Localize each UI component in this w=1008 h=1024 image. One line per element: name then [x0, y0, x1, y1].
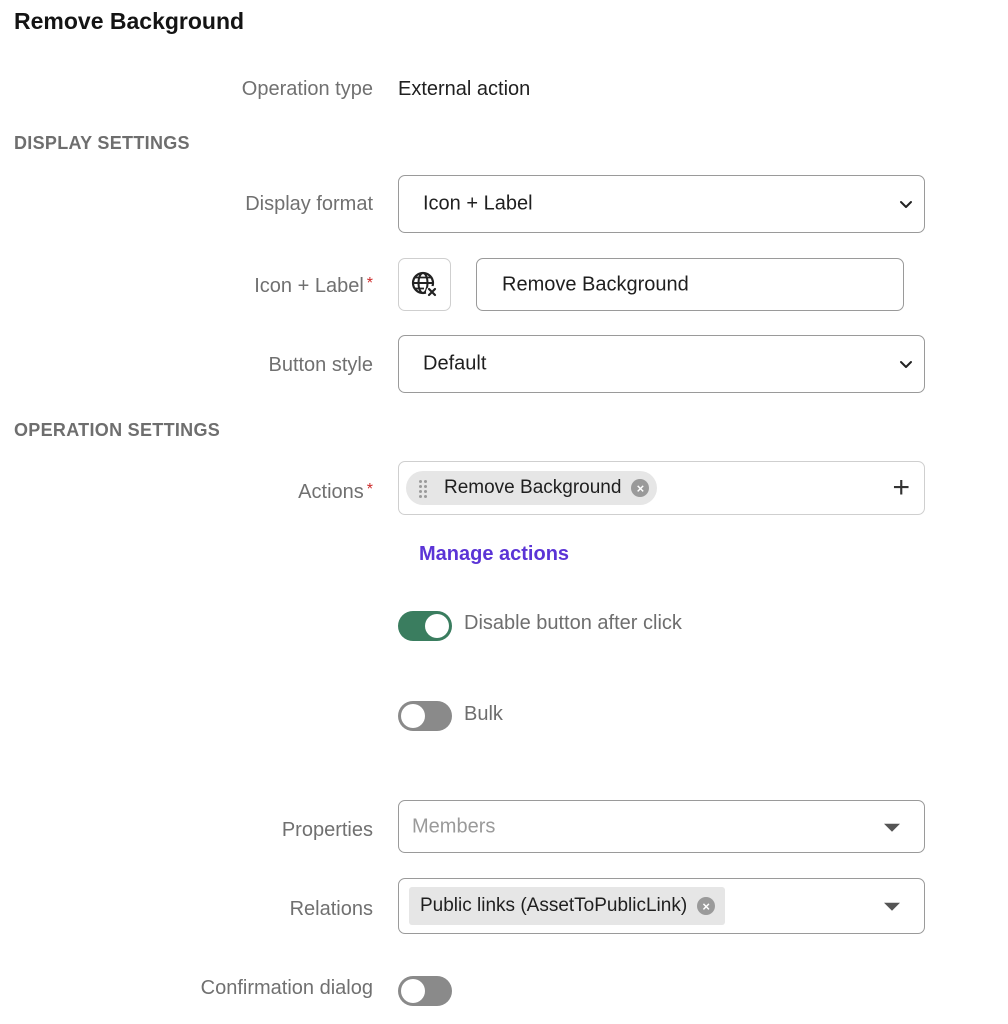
required-marker: *	[366, 481, 373, 498]
actions-field[interactable]	[398, 461, 925, 515]
operation-type-row	[0, 78, 1008, 108]
page-title: Remove Background	[14, 8, 245, 34]
caret-down-icon	[884, 823, 900, 831]
icon-picker-button[interactable]	[398, 258, 451, 311]
properties-row	[0, 800, 1008, 853]
icon-label-label	[254, 275, 373, 298]
properties-select[interactable]	[398, 800, 925, 853]
caret-down-icon	[884, 903, 900, 911]
bulk-toggle[interactable]	[398, 701, 452, 731]
drag-handle-icon[interactable]	[418, 478, 428, 498]
confirmation-dialog-toggle[interactable]	[398, 976, 452, 1006]
disable-after-click-label: Disable button after click	[464, 612, 682, 634]
chevron-down-icon	[898, 196, 914, 212]
button-style-row	[0, 335, 1008, 393]
label-input-value: Remove Background	[502, 273, 689, 295]
button-style-value: Default	[423, 352, 487, 375]
remove-chip-icon[interactable]: ×	[631, 479, 649, 497]
relation-chip[interactable]	[409, 887, 725, 925]
action-chip[interactable]	[406, 471, 657, 505]
remove-chip-icon[interactable]: ×	[697, 897, 715, 915]
label-input[interactable]	[476, 258, 904, 311]
chevron-down-icon	[898, 356, 914, 372]
relations-label: Relations	[289, 898, 373, 920]
relations-select[interactable]	[398, 878, 925, 934]
actions-label	[298, 481, 373, 504]
action-chip-label: Remove Background	[444, 477, 622, 498]
confirmation-dialog-label: Confirmation dialog	[200, 977, 373, 999]
manage-actions-link[interactable]: Manage actions	[419, 543, 570, 565]
display-format-label: Display format	[245, 193, 373, 215]
disable-after-click-toggle[interactable]	[398, 611, 452, 641]
toggle-knob	[401, 704, 425, 728]
display-format-select[interactable]	[398, 175, 925, 233]
icon-label-row	[0, 258, 1008, 311]
toggle-knob	[401, 979, 425, 1003]
globe-x-icon	[410, 270, 440, 300]
operation-type-label: Operation type	[241, 78, 373, 100]
required-marker: *	[366, 275, 373, 292]
display-settings-heading: DISPLAY SETTINGS	[14, 133, 190, 153]
relations-row	[0, 878, 1008, 934]
display-format-row	[0, 175, 1008, 233]
toggle-knob	[425, 614, 449, 638]
actions-label-text: Actions	[298, 481, 364, 503]
display-format-value: Icon + Label	[423, 192, 533, 215]
button-style-label: Button style	[268, 354, 373, 376]
confirmation-dialog-row	[0, 976, 1008, 1006]
bulk-label: Bulk	[464, 703, 503, 725]
actions-row	[0, 461, 1008, 515]
properties-label: Properties	[281, 819, 373, 841]
button-style-select[interactable]	[398, 335, 925, 393]
properties-placeholder: Members	[412, 815, 496, 837]
operation-type-value: External action	[398, 78, 531, 100]
plus-icon[interactable]: +	[892, 471, 910, 504]
operation-settings-heading: OPERATION SETTINGS	[14, 420, 221, 440]
relation-chip-label: Public links (AssetToPublicLink)	[420, 895, 688, 916]
icon-label-text: Icon + Label	[254, 275, 364, 297]
